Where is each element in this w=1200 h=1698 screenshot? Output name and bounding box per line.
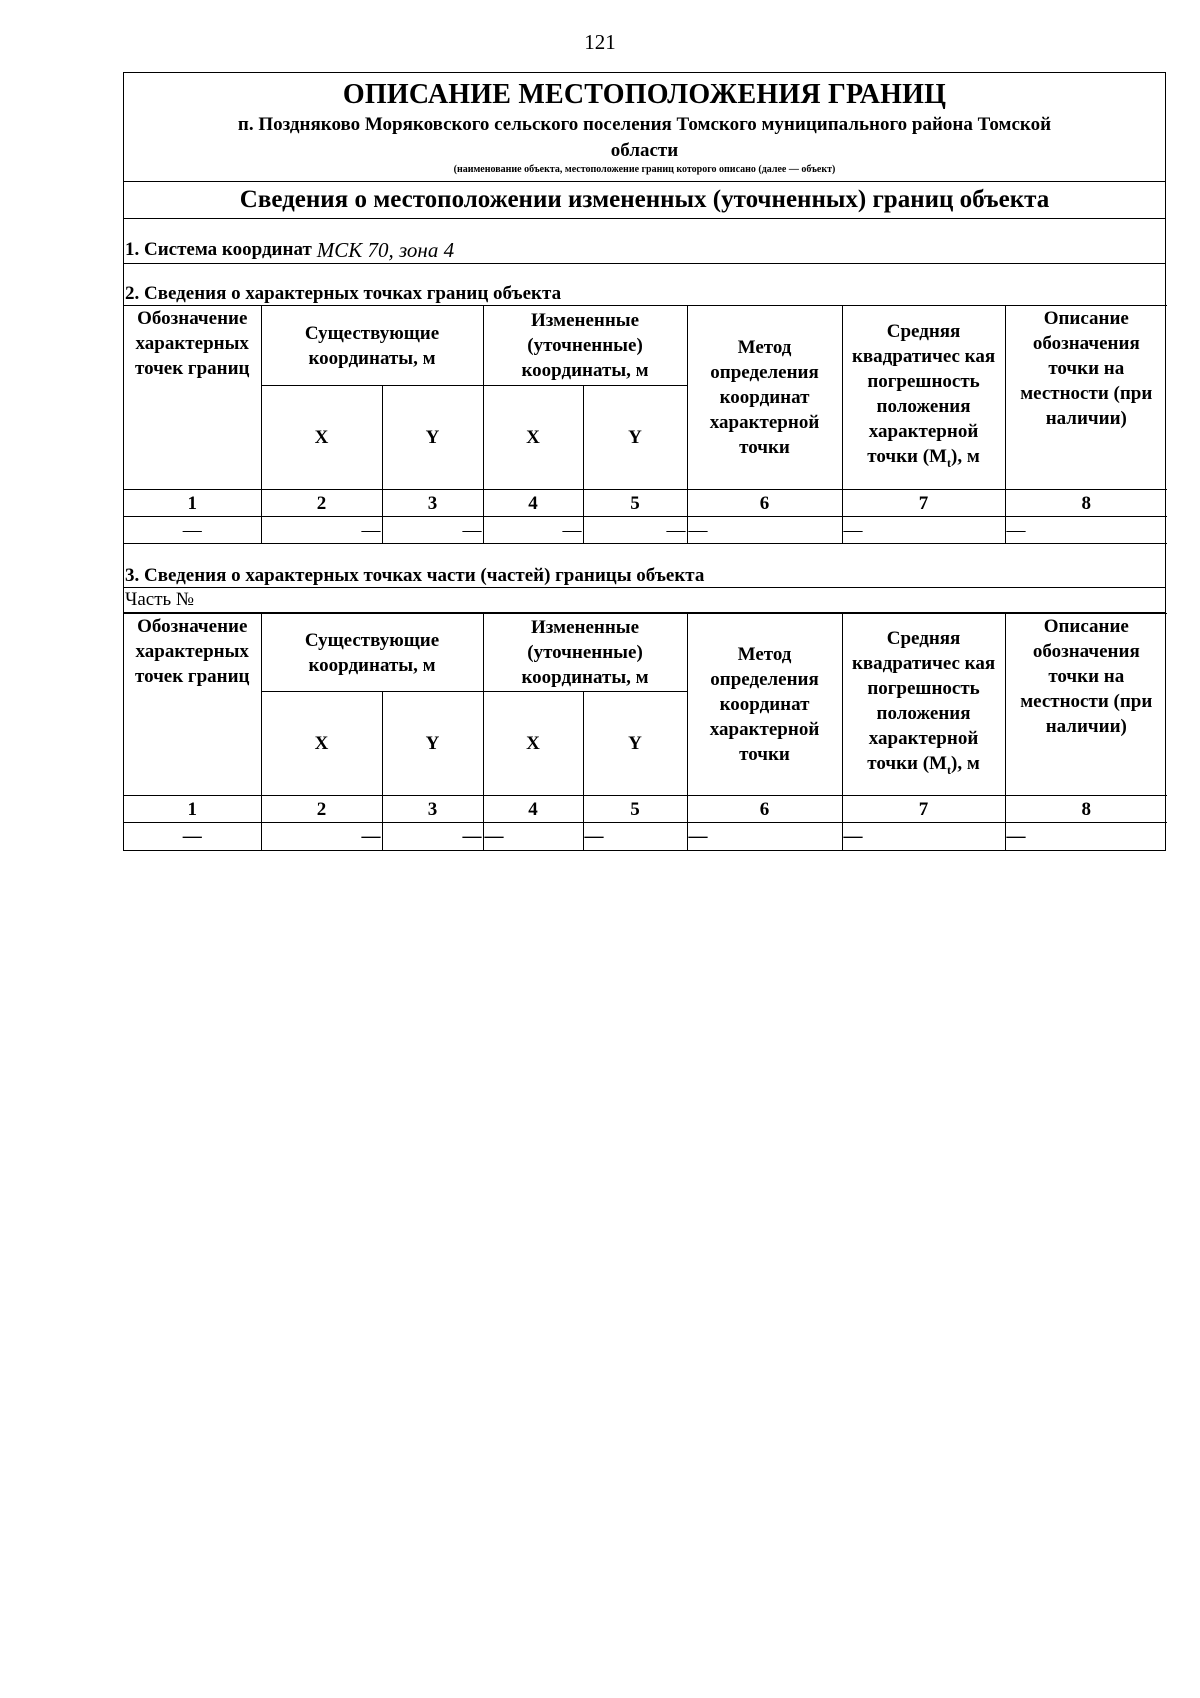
table-cell: —	[382, 517, 483, 544]
header-error-text: Средняя квадратичес кая погрешность положения характерной точки (M	[851, 321, 996, 468]
table-cell: —	[842, 823, 1005, 850]
header-method: Метод определения координат характерной точки	[687, 614, 842, 796]
header-error-subscript: t	[947, 762, 951, 777]
column-number: 3	[382, 796, 483, 823]
column-number: 5	[583, 796, 687, 823]
column-number: 6	[687, 796, 842, 823]
header-description: Описание обозначения точки на местности (при наличии)	[1005, 306, 1167, 490]
column-number: 3	[382, 490, 483, 517]
column-number: 1	[124, 796, 261, 823]
header-changed-coordinates: Измененные (уточненные) координаты, м	[483, 614, 687, 692]
header-existing-coordinates: Существующие координаты, м	[261, 614, 483, 692]
table-cell: —	[124, 823, 261, 850]
header-existing-y: Y	[382, 692, 483, 796]
table-cell: —	[483, 823, 583, 850]
table-cell: —	[1005, 823, 1167, 850]
column-number-row	[124, 796, 1167, 823]
object-name-note: (наименование объекта, местоположение границ которого описано (далее — объект)	[453, 164, 836, 175]
header-changed-y: Y	[583, 386, 687, 490]
header-changed-y: Y	[583, 692, 687, 796]
column-number: 4	[483, 796, 583, 823]
table-cell: —	[1005, 517, 1167, 544]
table-cell: —	[124, 517, 261, 544]
table-cell: —	[382, 823, 483, 850]
header-error	[842, 614, 1005, 796]
header-changed-x: X	[483, 692, 583, 796]
table-cell: —	[583, 823, 687, 850]
table-cell: —	[842, 517, 1005, 544]
table-cell: —	[261, 823, 382, 850]
boundary-points-table	[124, 305, 1167, 544]
header-error-text: Средняя квадратичес кая погрешность положения характерной точки (M	[851, 628, 996, 775]
table-row	[124, 823, 1167, 850]
column-number: 8	[1005, 796, 1167, 823]
part-points-table	[124, 613, 1167, 850]
column-number-row	[124, 490, 1167, 517]
page-number: 121	[584, 30, 616, 54]
column-number: 6	[687, 490, 842, 517]
header-description: Описание обозначения точки на местности (при наличии)	[1005, 614, 1167, 796]
header-changed-coordinates: Измененные (уточненные) координаты, м	[483, 306, 687, 386]
coordinate-system-line	[124, 219, 1165, 264]
coordinate-system-label: 1. Система координат	[125, 239, 312, 260]
table-row	[124, 517, 1167, 544]
table-cell: —	[261, 517, 382, 544]
section3-title: 3. Сведения о характерных точках части (частей) границы объекта	[124, 544, 1165, 588]
table-cell: —	[483, 517, 583, 544]
boundary-description-document	[123, 72, 1166, 851]
coordinate-system-value: МСК 70, зона 4	[316, 238, 455, 262]
header-error-unit: ), м	[951, 753, 980, 775]
header-error	[842, 306, 1005, 490]
header-existing-x: X	[261, 386, 382, 490]
header-point-designation: Обозначение характерных точек границ	[124, 614, 261, 796]
section2-title: 2. Сведения о характерных точках границ объекта	[125, 283, 562, 304]
object-name-line1: п. Поздняково Моряковского сельского поселения Томского муниципального района Томской	[237, 114, 1052, 135]
header-changed-x: X	[483, 386, 583, 490]
document-title: ОПИСАНИЕ МЕСТОПОЛОЖЕНИЯ ГРАНИЦ	[342, 79, 947, 110]
table-cell: —	[583, 517, 687, 544]
column-number: 1	[124, 490, 261, 517]
column-number: 7	[842, 796, 1005, 823]
header-existing-x: X	[261, 692, 382, 796]
header-method: Метод определения координат характерной точки	[687, 306, 842, 490]
header-existing-coordinates: Существующие координаты, м	[261, 306, 483, 386]
header-error-subscript: t	[947, 455, 951, 470]
table-cell: —	[687, 517, 842, 544]
column-number: 7	[842, 490, 1005, 517]
header-point-designation: Обозначение характерных точек границ	[124, 306, 261, 490]
object-name-line2: области	[610, 140, 679, 161]
column-number: 2	[261, 796, 382, 823]
table-cell: —	[687, 823, 842, 850]
header-existing-y: Y	[382, 386, 483, 490]
header-error-unit: ), м	[951, 446, 980, 468]
column-number: 2	[261, 490, 382, 517]
section-title: Сведения о местоположении измененных (уточненных) границ объекта	[124, 182, 1165, 219]
column-number: 8	[1005, 490, 1167, 517]
document-header	[124, 73, 1165, 182]
part-number-line: Часть №	[124, 588, 1165, 613]
column-number: 5	[583, 490, 687, 517]
column-number: 4	[483, 490, 583, 517]
